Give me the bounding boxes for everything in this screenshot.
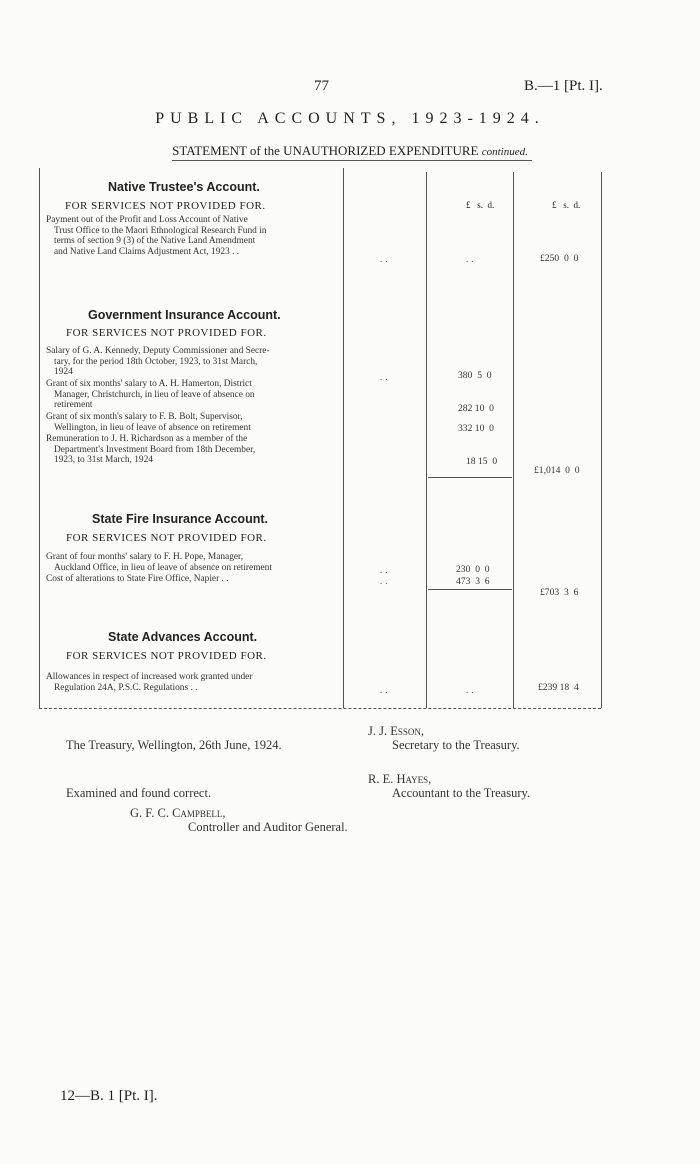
table-left-rule	[39, 168, 40, 708]
expenditure-item: Salary of G. A. Kennedy, Deputy Commissioner and Secre- tary, for the period 18th October, 1923, to 31st March, 1924	[46, 346, 270, 378]
secretary-name: J. J. Esson,	[368, 724, 424, 738]
column-header-amount: £ s. d.	[466, 200, 495, 210]
footer-page-code: 12—B. 1 [Pt. I].	[60, 1088, 158, 1104]
item-amount: 380 5 0	[458, 370, 492, 381]
auditor-title: Controller and Auditor General.	[188, 820, 348, 834]
item-amount: 18 15 0	[466, 456, 498, 467]
total-column-rule	[601, 172, 602, 708]
expenditure-item: Allowances in respect of increased work granted under Regulation 24A, P.S.C. Regulations . .	[46, 672, 253, 693]
account-subhead: FOR SERVICES NOT PROVIDED FOR.	[66, 532, 267, 544]
expenditure-item: Grant of six month's salary to F. B. Bolt, Supervisor, Wellington, in lieu of leave of absence on retirement	[46, 412, 251, 433]
account-title: Native Trustee's Account.	[108, 180, 260, 194]
account-title: Government Insurance Account.	[88, 308, 281, 322]
account-total: £703 3 6	[540, 587, 579, 598]
column-header-total: £ s. d.	[552, 200, 581, 210]
expenditure-item: Grant of six months' salary to A. H. Hamerton, District Manager, Christchurch, in lieu of leave of absence on retirement	[46, 379, 255, 411]
expenditure-item: Remuneration to J. H. Richardson as a member of the Department's Investment Board from 18th December, 1923, to 31st March, 1924	[46, 434, 256, 466]
item-amount: 332 10 0	[458, 423, 494, 434]
account-total: £250 0 0	[540, 253, 579, 264]
accountant-title: Accountant to the Treasury.	[392, 786, 531, 800]
leader-dots: ..	[380, 254, 391, 264]
subtotal-rule	[428, 477, 512, 478]
amount-column-rule	[513, 172, 514, 708]
leader-dots: ..	[380, 685, 391, 695]
expenditure-item: Grant of four months' salary to F. H. Pope, Manager, Auckland Office, in lieu of leave of absence on retirement	[46, 552, 272, 573]
leader-dots: ..	[466, 254, 477, 264]
account-subhead: FOR SERVICES NOT PROVIDED FOR.	[66, 650, 267, 662]
auditor-name: G. F. C. Campbell,	[130, 806, 226, 820]
leader-dots: ..	[380, 372, 391, 382]
expenditure-item: Cost of alterations to State Fire Office, Napier . .	[46, 574, 229, 584]
subtitle-continued: continued.	[481, 146, 528, 158]
page-number: 77	[314, 78, 329, 94]
account-subhead: FOR SERVICES NOT PROVIDED FOR.	[66, 327, 267, 339]
account-subhead: FOR SERVICES NOT PROVIDED FOR.	[65, 200, 266, 212]
dots-column-rule	[426, 172, 427, 708]
document-reference: B.—1 [Pt. I].	[524, 78, 603, 94]
table-bottom-rule	[39, 708, 601, 709]
accountant-name: R. E. Hayes,	[368, 772, 432, 786]
leader-dots: ..	[380, 576, 391, 586]
account-title: State Advances Account.	[108, 630, 258, 644]
statement-subtitle	[0, 143, 700, 159]
place-and-date: The Treasury, Wellington, 26th June, 1924.	[66, 738, 282, 752]
document-title: PUBLIC ACCOUNTS, 1923-1924.	[155, 110, 545, 127]
item-amount: 473 3 6	[456, 576, 490, 587]
examined-statement: Examined and found correct.	[66, 786, 212, 800]
subtotal-rule	[428, 589, 512, 590]
secretary-title: Secretary to the Treasury.	[392, 738, 520, 752]
item-amount: 230 0 0	[456, 564, 490, 575]
leader-dots: ..	[466, 685, 477, 695]
account-total: £1,014 0 0	[534, 465, 580, 476]
expenditure-item: Payment out of the Profit and Loss Account of Native Trust Office to the Maori Ethnological Research Fund in terms of section 9 (3) of the Native Land Amendment and Native Land Claims Adjustment Act, 1923 . .	[46, 215, 267, 257]
account-title: State Fire Insurance Account.	[92, 512, 268, 526]
item-amount: 282 10 0	[458, 403, 494, 414]
header-rule	[172, 160, 532, 161]
subtitle-main: STATEMENT of the UNAUTHORIZED EXPENDITURE	[172, 143, 479, 158]
account-total: £239 18 4	[538, 682, 579, 693]
leader-dots: ..	[380, 565, 391, 575]
